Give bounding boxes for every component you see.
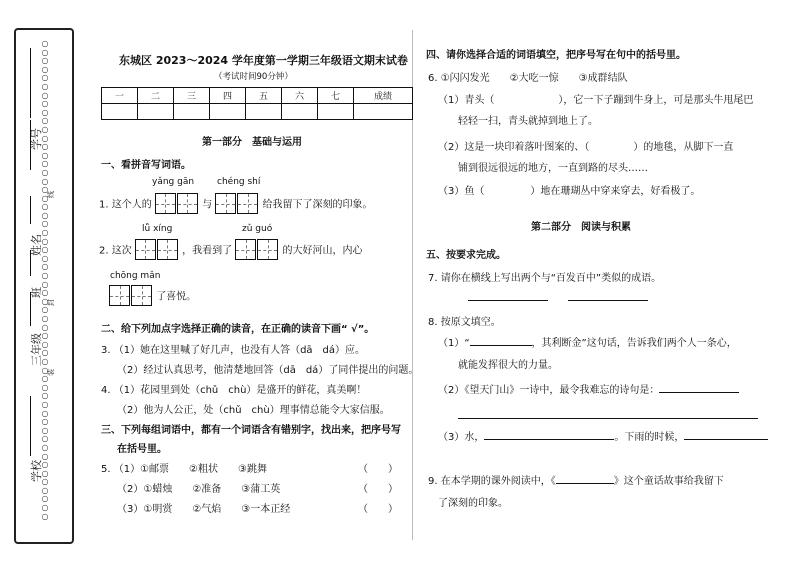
q8-1-pre: （1）“: [438, 338, 470, 349]
q4-3-post: ）地在珊瑚丛中穿来穿去，好看极了。: [530, 186, 701, 197]
q8-2-text: （2）《望天门山》一诗中，最令我难忘的诗句是：: [438, 385, 660, 396]
score-cell[interactable]: [246, 104, 282, 120]
q1-sentence-1: [99, 193, 372, 216]
score-cell[interactable]: [138, 104, 174, 120]
q8-3-mid: 。下雨的时候，: [614, 432, 685, 443]
seal-dots: ○ ○ ○ ○ ○ ○ ○ ○ ○ ○ ○ ○ ○ ○ ○ ○ ○ ○ ○ ○ ○ ○ ○ ○ ○ ○ ○ ○ ○ ○ ○ ○ ○ ○ ○ ○ ○ ○ ○ ○ ○ ○ ○ ○ ○ ○ ○ ○ ○ ○ ○ ○ ○ ○ ○ ○: [41, 39, 49, 521]
q9-line-b: 了深刻的印象。: [438, 498, 508, 509]
pinyin-chongman: chōng mǎn: [110, 271, 161, 281]
q4-2-post: ）的地毯，从脚下一直: [633, 142, 734, 153]
q3-title-1: 三、下列每组词语中，都有一个词语含有错别字，找出来，把序号写: [101, 425, 401, 436]
q8-1-line-b: 就能发挥很大的力量。: [458, 360, 558, 371]
q8-3-blank-1[interactable]: [484, 439, 614, 440]
q4-1-line-b: 轻轻一扫，青头就掉到地上了。: [458, 116, 598, 127]
answer-paren-3[interactable]: （ ）: [358, 504, 398, 515]
q2-line-3: 4. （1）花园里到处（chǔ chù）是盛开的鲜花，真美啊！: [101, 385, 367, 396]
write-boxes-lvxing[interactable]: [135, 239, 179, 262]
pinyin-lvxing: lǚ xíng: [142, 224, 173, 234]
q1-sentence-2: [99, 239, 362, 262]
seal-char-3: 线: [47, 191, 55, 198]
q1-s2-pre: 2. 这次: [99, 245, 132, 257]
q4-1-line-a: [438, 91, 753, 106]
q4-1-post: ），它一下子蹦到牛身上，可是那头牛甩尾巴: [558, 95, 754, 106]
write-boxes-chengshi[interactable]: [215, 193, 259, 216]
exam-title: 东城区 2023～2024 学年度第一学期三年级语文期末试卷: [119, 54, 408, 67]
q9-post: 》这个童话故事给我留下: [613, 476, 724, 487]
q2-line-1: 3. （1）她在这里喊了好几声，也没有人答（dā dá）应。: [101, 345, 366, 356]
q9-blank[interactable]: [556, 483, 614, 484]
q4-2-line-a: [438, 138, 733, 153]
score-cell[interactable]: [318, 104, 354, 120]
q2-title: 二、给下列加点字选择正确的读音，在正确的读音下画“ √”。: [101, 324, 375, 335]
write-boxes-zuguo[interactable]: [235, 239, 279, 262]
write-boxes-chongman[interactable]: [109, 285, 153, 308]
score-cell[interactable]: [174, 104, 210, 120]
name-field[interactable]: [30, 196, 31, 224]
q8-1-post: ，其利断金”这句话，告诉我们两个人一条心，: [531, 338, 737, 349]
score-col-6: 六: [282, 88, 318, 104]
q8-3-line: [438, 428, 768, 443]
pinyin-chengshi: chéng shí: [217, 177, 261, 187]
score-col-5: 五: [246, 88, 282, 104]
q5-title: 五、按要求完成。: [426, 250, 506, 261]
q2-line-2: （2）经过认真思考，他清楚地回答（dā dá）了同伴提出的问题。: [117, 365, 419, 376]
q8-text: 8. 按原文填空。: [428, 317, 501, 328]
seal-char-1: 装: [47, 369, 55, 376]
q7-text: 7. 请你在横线上写出两个与“百发百中”类似的成语。: [428, 273, 662, 284]
name-label: 姓名: [30, 234, 43, 256]
write-boxes-yanggan[interactable]: [155, 193, 199, 216]
score-col-4: 四: [210, 88, 246, 104]
q3-line-3: （3）①明赏 ②气焰 ③一本正经: [117, 504, 291, 515]
part1-title: 第一部分 基础与运用: [202, 137, 302, 148]
q2-line-4: （2）他为人公正，处（chǔ chù）理事情总能令大家信服。: [117, 405, 390, 416]
q1-title: 一、看拼音写词语。: [101, 160, 191, 171]
pinyin-yanggan: yǎng gān: [152, 177, 195, 187]
q8-1-line-a: [438, 334, 737, 349]
score-col-3: 三: [174, 88, 210, 104]
q8-3-blank-2[interactable]: [684, 439, 768, 440]
q4-title: 四、请你选择合适的词语填空，把序号写在句中的括号里。: [426, 50, 686, 61]
class-label: 班: [30, 287, 43, 298]
q8-2-line: [438, 381, 739, 396]
q3-line-2: （2）①蜡烛 ②准备 ③蒲工英: [117, 484, 281, 495]
score-cell[interactable]: [354, 104, 413, 120]
score-cell[interactable]: [210, 104, 246, 120]
school-field[interactable]: [30, 396, 31, 456]
q4-3-line: [438, 182, 700, 197]
seal-char-2: 封: [47, 299, 55, 306]
q1-s2-mid: ，我看到了: [182, 245, 233, 257]
q4-2-pre: （2）这是一块印着落叶图案的、（: [438, 142, 590, 153]
score-col-2: 二: [138, 88, 174, 104]
score-col-1: 一: [102, 88, 138, 104]
q1-s1-post: 给我留下了深刻的印象。: [262, 199, 373, 211]
q3-title-2: 在括号里。: [117, 444, 167, 455]
answer-paren-1[interactable]: （ ）: [358, 464, 398, 475]
q7-answer-line-2[interactable]: [568, 290, 648, 301]
q4-2-line-b: 铺到很远很远的地方，一直到路的尽头……: [458, 163, 648, 174]
q4-3-pre: （3）鱼（: [438, 186, 485, 197]
q8-2-blank[interactable]: [659, 392, 739, 393]
q1-s2-end: 了喜悦。: [156, 291, 197, 303]
number-label: 学号: [30, 128, 43, 150]
score-cell[interactable]: [282, 104, 318, 120]
q1-s2-post: 的大好河山，内心: [282, 245, 363, 257]
score-value-row: [102, 104, 413, 120]
number-field[interactable]: [30, 48, 31, 118]
q7-answer-line-1[interactable]: [468, 290, 548, 301]
q1-s1-mid: 与: [202, 199, 213, 211]
q8-3-pre: （3）水，: [438, 432, 485, 443]
pinyin-zuguo: zǔ guó: [242, 224, 273, 234]
grade-label: 三年级: [30, 333, 43, 366]
q4-options: 6. ①闪闪发光 ②大吃一惊 ③成群结队: [428, 73, 628, 84]
q1-sentence-3: [109, 285, 196, 308]
score-header-row: [102, 88, 413, 104]
score-table: [101, 87, 413, 120]
score-cell[interactable]: [102, 104, 138, 120]
q1-s1-pre: 1. 这个人的: [99, 199, 152, 211]
answer-paren-2[interactable]: （ ）: [358, 484, 398, 495]
school-label: 学校: [30, 460, 43, 482]
part2-title: 第二部分 阅读与积累: [531, 222, 631, 233]
q8-1-blank[interactable]: [470, 345, 532, 346]
q9-pre: 9. 在本学期的课外阅读中，《: [428, 476, 556, 487]
q3-line-1: 5. （1）①邮票 ②粗状 ③跳舞: [101, 464, 267, 475]
score-col-total: 成绩: [354, 88, 413, 104]
q8-2-answer-line[interactable]: [458, 408, 758, 419]
q9-line-a: [428, 472, 724, 487]
q4-1-pre: （1）青头（: [438, 95, 495, 106]
score-col-7: 七: [318, 88, 354, 104]
exam-time: （考试时间90分钟）: [214, 72, 293, 82]
